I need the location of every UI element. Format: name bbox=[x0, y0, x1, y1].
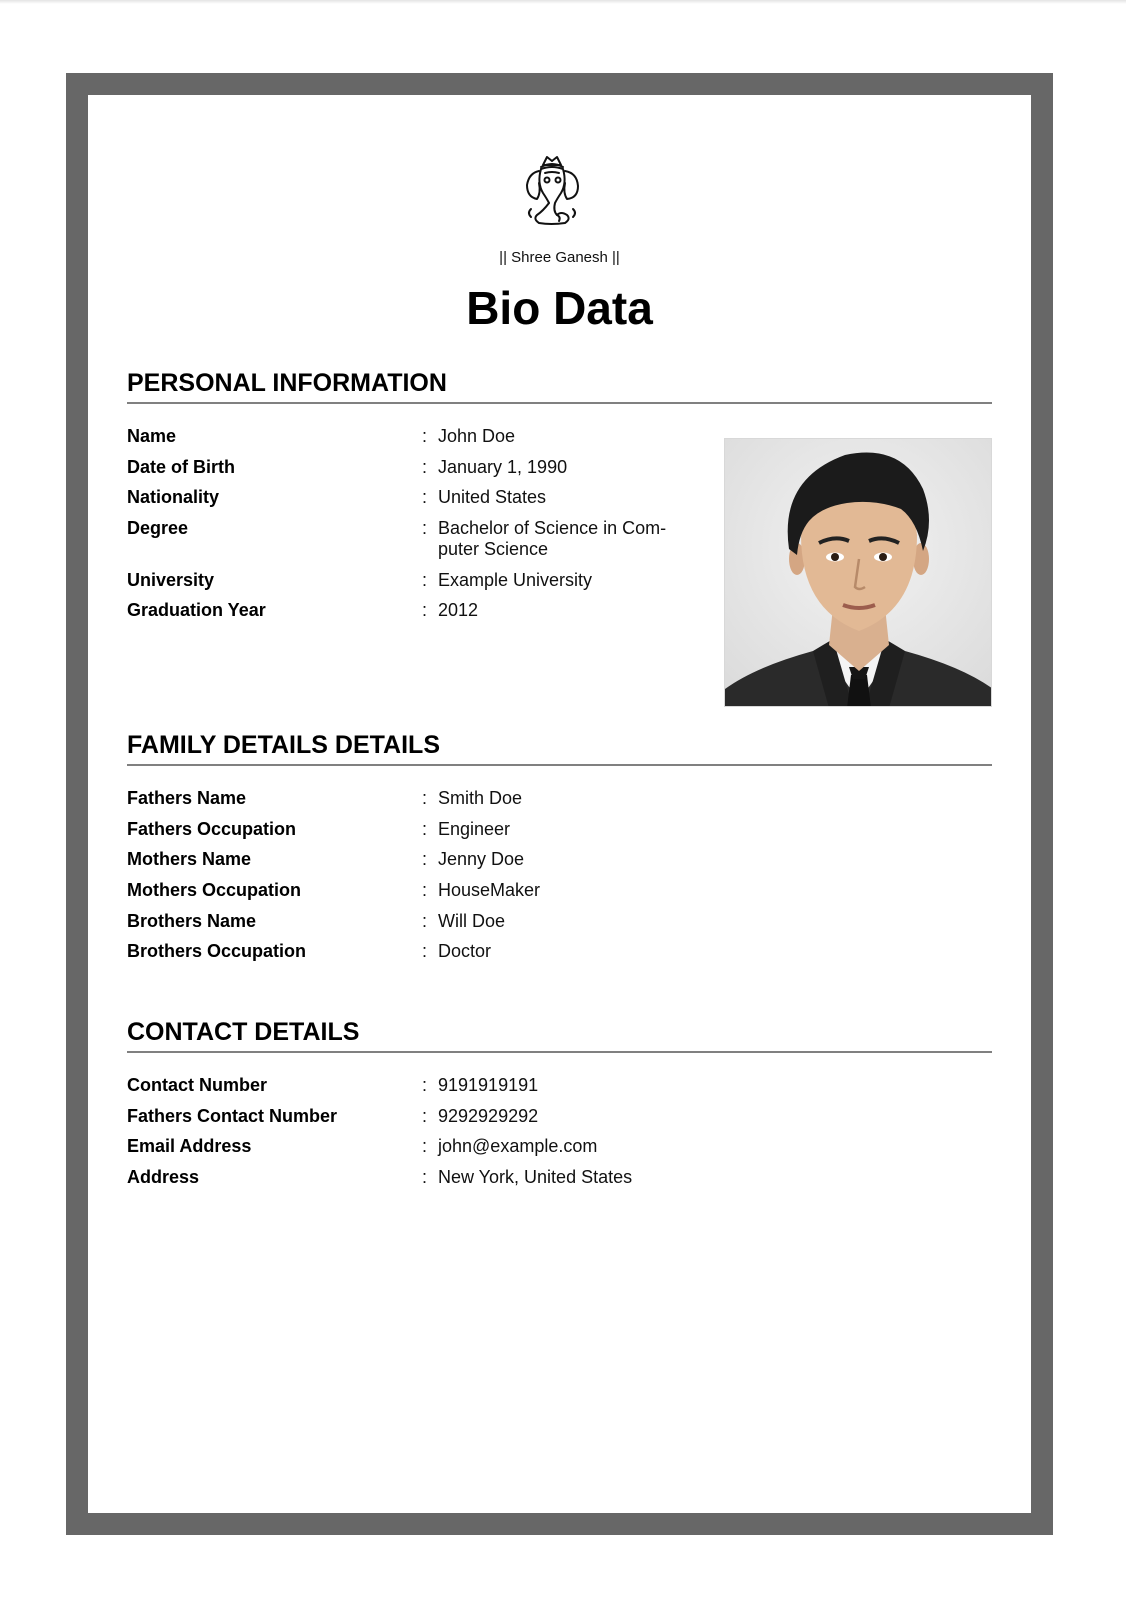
detail-value: HouseMaker bbox=[438, 880, 541, 901]
detail-separator: : bbox=[422, 941, 428, 962]
detail-separator: : bbox=[422, 600, 428, 621]
detail-separator: : bbox=[422, 910, 428, 931]
detail-label: Brothers Name bbox=[127, 910, 257, 931]
detail-separator: : bbox=[422, 1167, 428, 1188]
detail-value: Engineer bbox=[438, 818, 511, 839]
detail-separator: : bbox=[422, 569, 428, 590]
invocation-line: || Shree Ganesh || bbox=[499, 249, 620, 266]
family-details-list bbox=[127, 788, 992, 962]
detail-label: University bbox=[127, 569, 215, 590]
detail-value: 2012 bbox=[438, 600, 479, 621]
section-contact-details bbox=[127, 1016, 992, 1198]
detail-label: Email Address bbox=[127, 1136, 252, 1157]
detail-separator: : bbox=[422, 487, 428, 508]
detail-value: Example University bbox=[438, 569, 593, 590]
detail-label: Fathers Contact Number bbox=[127, 1105, 338, 1126]
detail-row-fathers-occupation bbox=[127, 819, 992, 840]
detail-row-brothers-name bbox=[127, 911, 992, 932]
detail-row-contact-number bbox=[127, 1075, 992, 1096]
detail-separator: : bbox=[422, 880, 428, 901]
detail-label: Mothers Name bbox=[127, 849, 252, 870]
detail-label: Fathers Occupation bbox=[127, 818, 297, 839]
page-title: Bio Data bbox=[466, 282, 653, 334]
detail-label: Contact Number bbox=[127, 1075, 268, 1095]
detail-label: Name bbox=[127, 426, 177, 446]
detail-value: New York, United States bbox=[438, 1167, 633, 1188]
profile-photo bbox=[724, 438, 992, 707]
detail-label: Fathers Name bbox=[127, 788, 247, 808]
detail-label: Nationality bbox=[127, 487, 220, 508]
detail-label: Date of Birth bbox=[127, 456, 235, 477]
detail-label: Mothers Occupation bbox=[127, 880, 302, 901]
detail-value: Smith Doe bbox=[438, 788, 523, 808]
section-heading: CONTACT DETAILS bbox=[127, 1016, 992, 1053]
section-family-details bbox=[127, 729, 992, 972]
detail-value: John Doe bbox=[438, 426, 516, 446]
detail-label: Address bbox=[127, 1167, 200, 1188]
ganesha-emblem-icon bbox=[521, 153, 583, 229]
detail-row-email-address bbox=[127, 1136, 992, 1157]
detail-separator: : bbox=[422, 818, 428, 839]
detail-separator: : bbox=[422, 788, 428, 808]
detail-row-fathers-name bbox=[127, 788, 992, 809]
detail-row-brothers-occupation bbox=[127, 941, 992, 962]
detail-separator: : bbox=[422, 1075, 428, 1095]
detail-value: United States bbox=[438, 487, 547, 508]
detail-separator: : bbox=[422, 1105, 428, 1126]
detail-row-mothers-occupation bbox=[127, 880, 992, 901]
detail-separator: : bbox=[422, 1136, 428, 1157]
detail-separator: : bbox=[422, 456, 428, 477]
detail-label: Graduation Year bbox=[127, 600, 266, 621]
detail-value: 9292929292 bbox=[438, 1105, 539, 1126]
detail-value: Bachelor of Science in Com-puter Science bbox=[438, 518, 667, 560]
contact-details-list bbox=[127, 1075, 992, 1188]
biodata-page bbox=[88, 95, 1031, 1513]
section-heading: PERSONAL INFORMATION bbox=[127, 367, 992, 404]
viewer-top-edge bbox=[0, 0, 1126, 4]
detail-value: john@example.com bbox=[438, 1136, 598, 1157]
detail-label: Degree bbox=[127, 518, 189, 539]
detail-row-fathers-contact-number bbox=[127, 1106, 992, 1127]
detail-value: Jenny Doe bbox=[438, 849, 525, 870]
detail-value: January 1, 1990 bbox=[438, 456, 568, 477]
detail-value: Will Doe bbox=[438, 910, 506, 931]
section-heading: FAMILY DETAILS DETAILS bbox=[127, 729, 992, 766]
detail-value: 9191919191 bbox=[438, 1075, 539, 1095]
detail-separator: : bbox=[422, 849, 428, 870]
detail-value: Doctor bbox=[438, 941, 492, 962]
detail-separator: : bbox=[422, 426, 428, 446]
detail-label: Brothers Occupation bbox=[127, 941, 307, 962]
detail-row-address bbox=[127, 1167, 992, 1188]
detail-separator: : bbox=[422, 518, 428, 539]
detail-row-mothers-name bbox=[127, 849, 992, 870]
